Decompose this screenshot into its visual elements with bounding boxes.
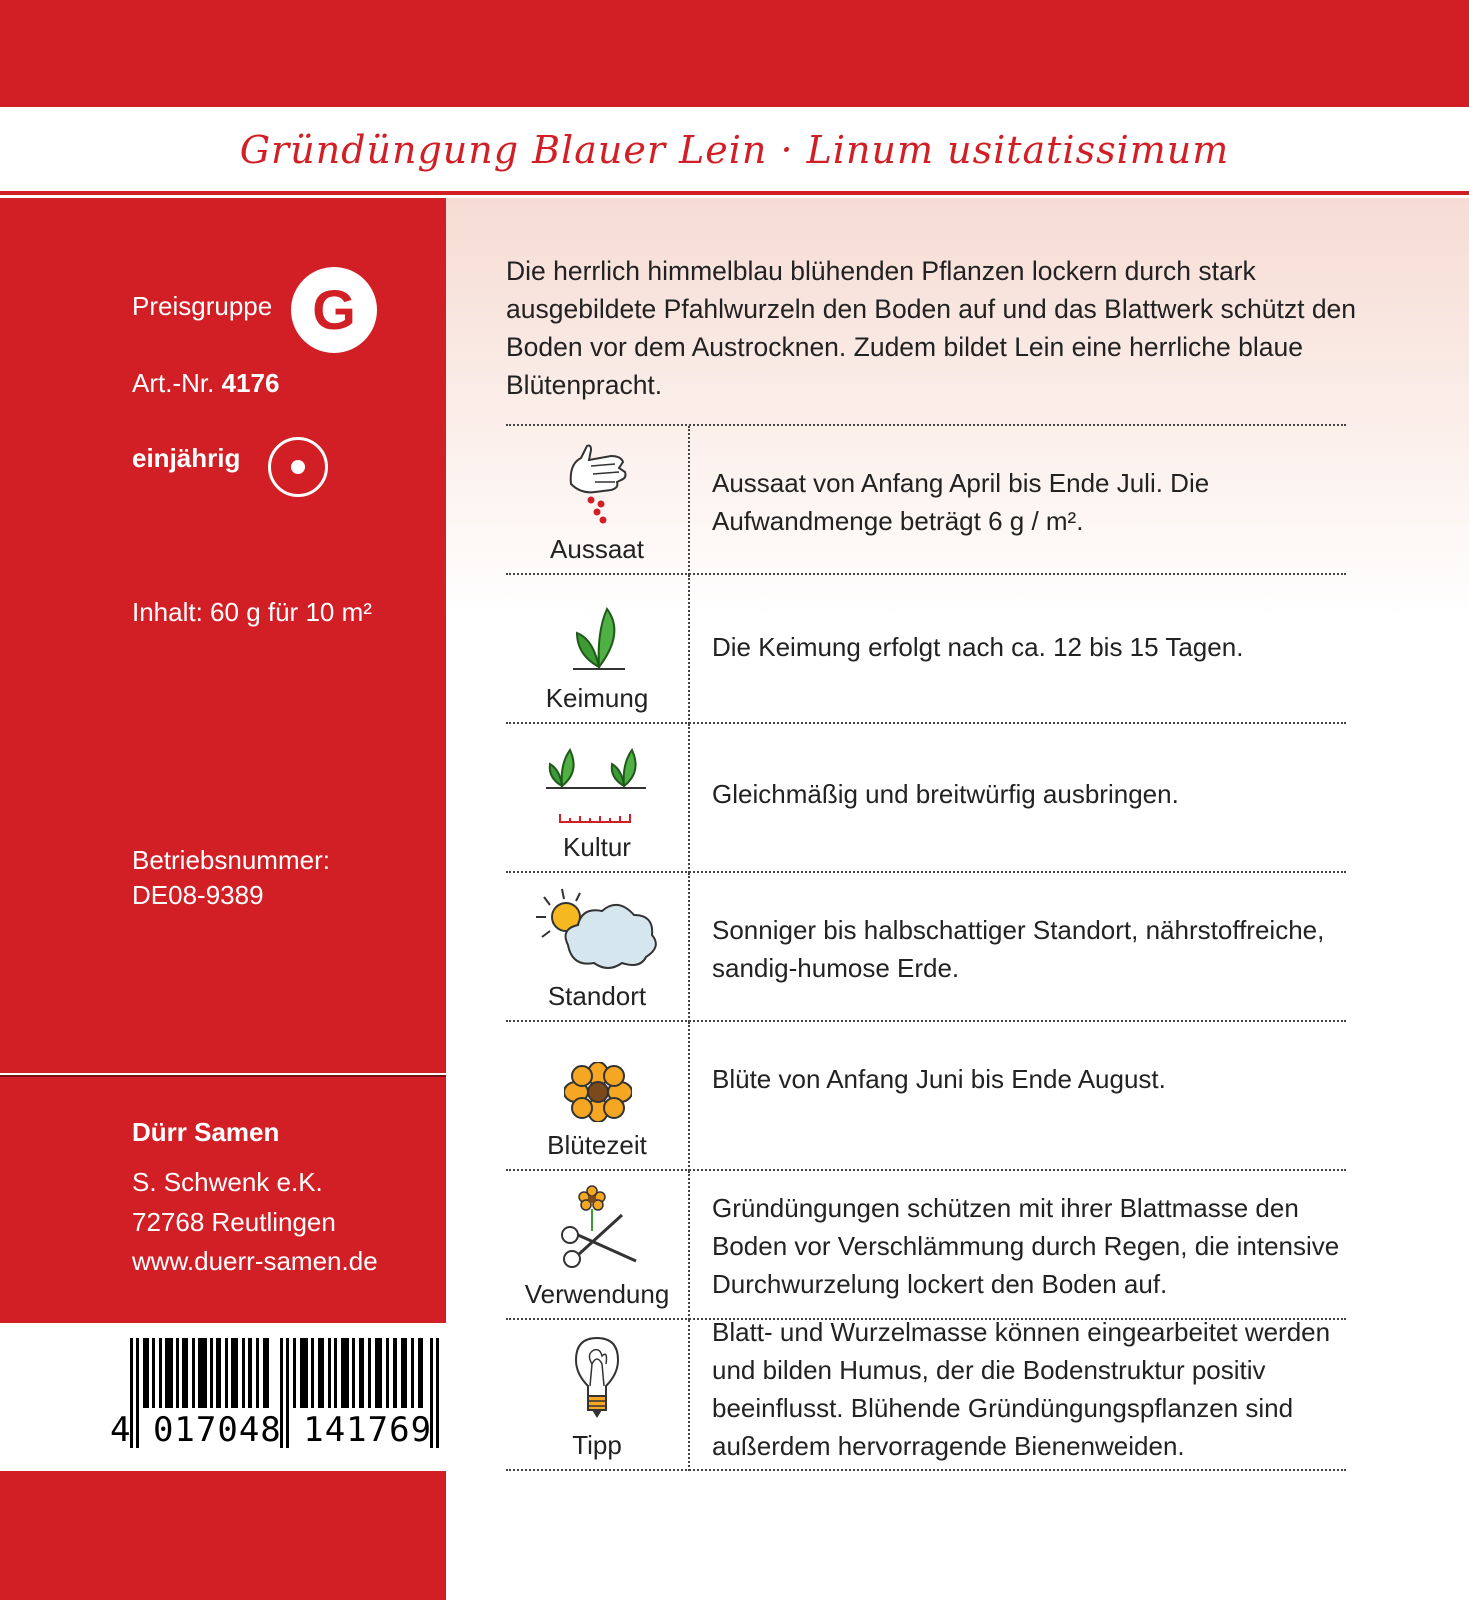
intro-text: Die herrlich himmelblau blühenden Pflanzen lockern durch stark ausgebildete Pfahlwurzeln den Boden auf und das Blattwerk schützt den Boden vor dem Austrocknen. Zudem bildet Lein eine herrliche blaue Blütenpracht. bbox=[506, 256, 1357, 400]
row-text-standort: Sonniger bis halbschattiger Standort, nährstoffreiche, sandig-humose Erde. bbox=[712, 915, 1325, 983]
sidebar bbox=[0, 198, 446, 1073]
flower-icon bbox=[564, 1062, 632, 1122]
sprout-icon bbox=[571, 605, 627, 671]
info-row-icon-cell bbox=[506, 873, 690, 1022]
top-red-band bbox=[0, 0, 1469, 107]
row-label-kultur: Kultur bbox=[563, 832, 631, 862]
company-web[interactable]: www.duerr-samen.de bbox=[132, 1246, 378, 1276]
sowing-hand-icon bbox=[561, 444, 637, 526]
inhalt: Inhalt: 60 g für 10 m² bbox=[132, 597, 372, 627]
lifecycle-label: einjährig bbox=[132, 443, 241, 473]
page-title: Gründüngung Blauer Lein · Linum usitatissimum bbox=[239, 128, 1230, 172]
info-row-verwendung bbox=[506, 1169, 1346, 1320]
info-row-aussaat bbox=[506, 424, 1346, 575]
art-nr-value: 4176 bbox=[221, 368, 280, 398]
row-text-bluetezeit: Blüte von Anfang Juni bis Ende August. bbox=[712, 1064, 1166, 1094]
info-row-icon-cell bbox=[506, 426, 690, 575]
info-row-icon-cell bbox=[506, 1171, 690, 1320]
betriebsnummer-value: DE08-9389 bbox=[132, 880, 264, 910]
info-row-bluetezeit bbox=[506, 1020, 1346, 1171]
row-label-bluetezeit: Blütezeit bbox=[547, 1130, 647, 1160]
company-owner: S. Schwenk e.K. bbox=[132, 1167, 323, 1197]
row-label-standort: Standort bbox=[547, 981, 647, 1011]
row-text-verwendung: Gründüngungen schützen mit ihrer Blattmasse den Boden vor Verschlämmung durch Regen, die intensive Durchwurzelung lockert den Boden auf. bbox=[712, 1193, 1340, 1299]
betriebsnummer-label: Betriebsnummer: bbox=[132, 845, 330, 875]
company-city: 72768 Reutlingen bbox=[132, 1207, 336, 1237]
info-row-icon-cell bbox=[506, 724, 690, 873]
company-panel bbox=[0, 1075, 446, 1325]
sun-cloud-icon bbox=[536, 885, 666, 977]
barcode-number: 4 017048 141769 bbox=[110, 1410, 433, 1450]
row-label-aussaat: Aussaat bbox=[550, 534, 644, 564]
scissors-flower-icon bbox=[558, 1185, 642, 1271]
info-row-tipp bbox=[506, 1318, 1346, 1471]
preisgruppe-badge: G bbox=[291, 267, 377, 353]
row-text-aussaat: Aussaat von Anfang April bis Ende Juli. Die Aufwandmenge beträgt 6 g / m². bbox=[712, 468, 1210, 536]
table-end-line bbox=[506, 1469, 1346, 1471]
info-row-standort bbox=[506, 871, 1346, 1022]
row-text-tipp: Blatt- und Wurzelmasse können eingearbeitet werden und bilden Humus, der die Bodenstruktur positiv beeinflusst. Blühende Gründüngungspflanzen sind außerdem hervorragende Bienenweiden. bbox=[712, 1317, 1331, 1461]
row-label-keimung: Keimung bbox=[545, 683, 649, 713]
row-text-kultur: Gleichmäßig und breitwürfig ausbringen. bbox=[712, 779, 1179, 809]
info-row-keimung bbox=[506, 573, 1346, 724]
art-nr bbox=[132, 368, 279, 399]
info-row-icon-cell bbox=[506, 1320, 690, 1471]
info-row-icon-cell bbox=[506, 575, 690, 724]
art-nr-label: Art.-Nr. bbox=[132, 368, 215, 398]
lightbulb-icon bbox=[572, 1336, 622, 1422]
annual-icon bbox=[268, 437, 328, 497]
preisgruppe-label: Preisgruppe bbox=[132, 291, 273, 321]
row-label-verwendung: Verwendung bbox=[524, 1279, 670, 1309]
sidebar-bottom bbox=[0, 1471, 446, 1600]
info-row-icon-cell bbox=[506, 1022, 690, 1171]
info-row-kultur bbox=[506, 722, 1346, 873]
row-label-tipp: Tipp bbox=[572, 1430, 622, 1460]
row-text-keimung: Die Keimung erfolgt nach ca. 12 bis 15 Tagen. bbox=[712, 632, 1244, 662]
company-name: Dürr Samen bbox=[132, 1117, 280, 1147]
plants-spacing-icon bbox=[546, 744, 650, 826]
